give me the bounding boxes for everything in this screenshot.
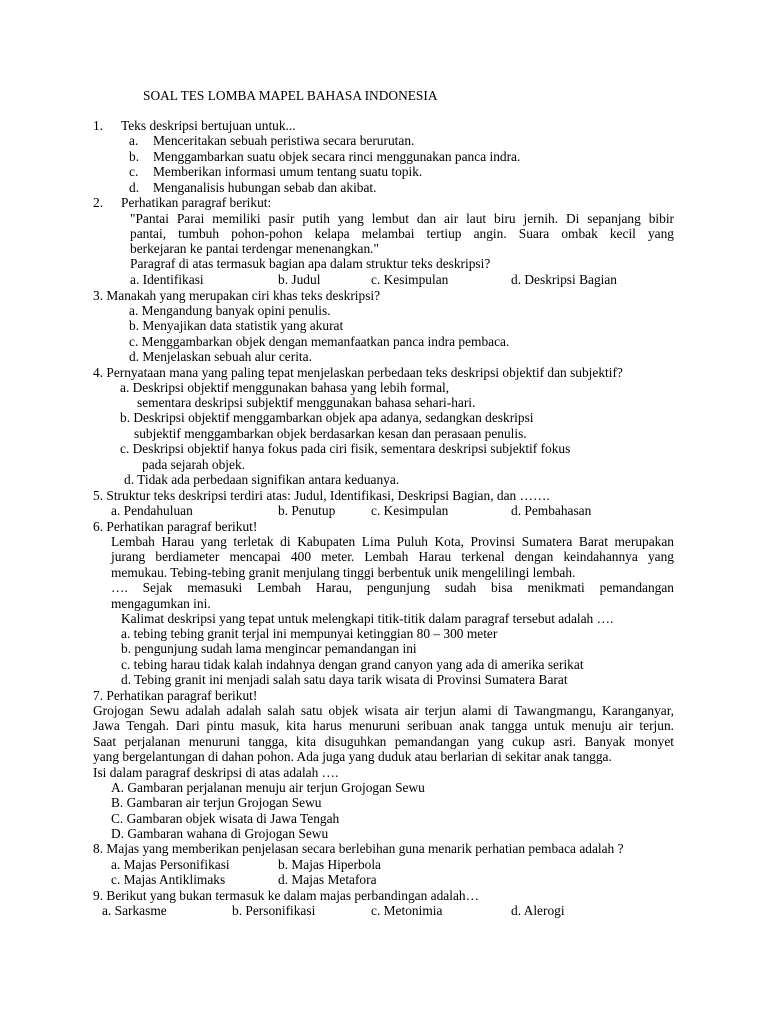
- q7-question: Isi dalam paragraf deskripsi di atas adalah ….: [93, 765, 339, 780]
- q2-question: Paragraf di atas termasuk bagian apa dalam struktur teks deskripsi?: [130, 256, 491, 271]
- q6-option-b: b. pengunjung sudah lama mengincar pemandangan ini: [121, 641, 417, 656]
- question-9-text: 9. Berikut yang bukan termasuk ke dalam majas perbandingan adalah…: [93, 888, 479, 903]
- q2-option-c: c. Kesimpulan: [371, 272, 449, 287]
- q6-passage-line: mengagumkan ini.: [111, 596, 211, 611]
- q8-option-a: a. Majas Personifikasi: [111, 857, 230, 872]
- question-2-text: Perhatikan paragraf berikut:: [121, 195, 272, 210]
- q6-question: Kalimat deskripsi yang tepat untuk melengkapi titik-titik dalam paragraf tersebut adalah ….: [121, 611, 614, 626]
- q4-option-a: a. Deskripsi objektif menggunakan bahasa yang lebih formal,: [120, 380, 450, 395]
- q3-option-d: d. Menjelaskan sebuah alur cerita.: [129, 349, 312, 364]
- q2-passage-line: "Pantai Parai memiliki pasir putih yang lembut dan air laut biru jernih. Di sepanjang bibir: [130, 211, 674, 226]
- question-6-text: 6. Perhatikan paragraf berikut!: [93, 519, 258, 534]
- q2-option-b: b. Judul: [278, 272, 321, 287]
- page-title: SOAL TES LOMBA MAPEL BAHASA INDONESIA: [143, 88, 438, 103]
- q7-option-d: D. Gambaran wahana di Grojogan Sewu: [111, 826, 329, 841]
- q7-passage-line: Saat perjalanan menuruni tangga, kita disuguhkan pemandangan yang cukup asri. Banyak monyet: [93, 734, 674, 749]
- q7-option-a: A. Gambaran perjalanan menuju air terjun Grojogan Sewu: [111, 780, 425, 795]
- q6-passage-line: …. Sejak memasuki Lembah Harau, pengunjung sudah bisa menikmati pemandangan: [111, 580, 674, 595]
- q2-passage-line: berkejaran ke pantai terdengar menenangkan.": [130, 241, 379, 256]
- q9-option-d: d. Alerogi: [511, 903, 565, 918]
- q5-option-d: d. Pembahasan: [511, 503, 592, 518]
- q6-passage-line: jurang berdiameter mencapai 400 meter. Lembah Harau terkenal dengan keindahannya yang: [111, 549, 674, 564]
- q1-option-a-letter: a.: [129, 133, 139, 148]
- question-1-number: 1.: [93, 118, 104, 133]
- q4-option-c: c. Deskripsi objektif hanya fokus pada ciri fisik, sementara deskripsi subjektif fokus: [120, 441, 571, 456]
- q2-option-a: a. Identifikasi: [130, 272, 204, 287]
- q3-option-a: a. Mengandung banyak opini penulis.: [129, 303, 331, 318]
- q7-passage-line: yang bergelantungan di dahan pohon. Ada juga yang duduk atau berlarian di sekitar anak tangga.: [93, 749, 612, 764]
- q7-passage-line: Grojogan Sewu adalah adalah salah satu objek wisata air terjun alami di Tawangmangu, Karanganyar,: [93, 703, 674, 718]
- q5-option-b: b. Penutup: [278, 503, 336, 518]
- q4-option-d: d. Tidak ada perbedaan signifikan antara keduanya.: [124, 472, 400, 487]
- q1-option-b: Menggambarkan suatu objek secara rinci menggunakan panca indra.: [153, 149, 521, 164]
- q5-option-a: a. Pendahuluan: [111, 503, 193, 518]
- question-1-text: Teks deskripsi bertujuan untuk...: [121, 118, 296, 133]
- question-4-text: 4. Pernyataan mana yang paling tepat menjelaskan perbedaan teks deskripsi objektif dan subjektif?: [93, 365, 623, 380]
- q5-option-c: c. Kesimpulan: [371, 503, 449, 518]
- q3-option-b: b. Menyajikan data statistik yang akurat: [129, 318, 344, 333]
- q9-option-a: a. Sarkasme: [102, 903, 167, 918]
- q6-option-c: c. tebing harau tidak kalah indahnya dengan grand canyon yang ada di amerika serikat: [121, 657, 584, 672]
- q1-option-b-letter: b.: [129, 149, 140, 164]
- q3-option-c: c. Menggambarkan objek dengan memanfaatkan panca indra pembaca.: [129, 334, 510, 349]
- q7-option-c: C. Gambaran objek wisata di Jawa Tengah: [111, 811, 340, 826]
- question-8-text: 8. Majas yang memberikan penjelasan secara berlebihan guna menarik perhatian pembaca adalah ?: [93, 841, 624, 856]
- q7-option-b: B. Gambaran air terjun Grojogan Sewu: [111, 795, 322, 810]
- q4-option-b-cont: subjektif menggambarkan objek berdasarkan kesan dan perasaan penulis.: [134, 426, 527, 441]
- q1-option-c-letter: c.: [129, 164, 139, 179]
- q8-option-c: c. Majas Antiklimaks: [111, 872, 226, 887]
- q2-passage-line: pantai, tumbuh pohon-pohon kelapa melambai tertiup angin. Suara ombak kecil yang: [130, 226, 674, 241]
- q4-option-a-cont: sementara deskripsi subjektif menggunakan bahasa sehari-hari.: [137, 395, 476, 410]
- q8-option-b: b. Majas Hiperbola: [278, 857, 382, 872]
- question-5-text: 5. Struktur teks deskripsi terdiri atas: Judul, Identifikasi, Deskripsi Bagian, dan …….: [93, 488, 550, 503]
- q1-option-d: Menganalisis hubungan sebab dan akibat.: [153, 180, 377, 195]
- question-7-text: 7. Perhatikan paragraf berikut!: [93, 688, 258, 703]
- q8-option-d: d. Majas Metafora: [278, 872, 377, 887]
- q6-passage-line: Lembah Harau yang terletak di Kabupaten Lima Puluh Kota, Provinsi Sumatera Barat merupakan: [111, 534, 674, 549]
- q4-option-b: b. Deskripsi objektif menggambarkan objek apa adanya, sedangkan deskripsi: [120, 410, 534, 425]
- q6-passage-line: memukau. Tebing-tebing granit menjulang tinggi berbentuk unik mengelilingi lembah.: [111, 565, 576, 580]
- q1-option-d-letter: d.: [129, 180, 140, 195]
- question-3-text: 3. Manakah yang merupakan ciri khas teks deskripsi?: [93, 288, 381, 303]
- q7-passage-line: Jawa Tengah. Dari pintu masuk, kita harus menuruni seribuan anak tangga untuk menuju air terjun.: [93, 718, 674, 733]
- q6-option-d: d. Tebing granit ini menjadi salah satu daya tarik wisata di Provinsi Sumatera Barat: [121, 672, 568, 687]
- q6-option-a: a. tebing tebing granit terjal ini mempunyai ketinggian 80 – 300 meter: [121, 626, 498, 641]
- q2-option-d: d. Deskripsi Bagian: [511, 272, 617, 287]
- q1-option-a: Menceritakan sebuah peristiwa secara berurutan.: [153, 133, 415, 148]
- question-2-number: 2.: [93, 195, 104, 210]
- q1-option-c: Memberikan informasi umum tentang suatu topik.: [153, 164, 423, 179]
- q9-option-c: c. Metonimia: [371, 903, 443, 918]
- q4-option-c-cont: pada sejarah objek.: [142, 457, 245, 472]
- q9-option-b: b. Personifikasi: [232, 903, 316, 918]
